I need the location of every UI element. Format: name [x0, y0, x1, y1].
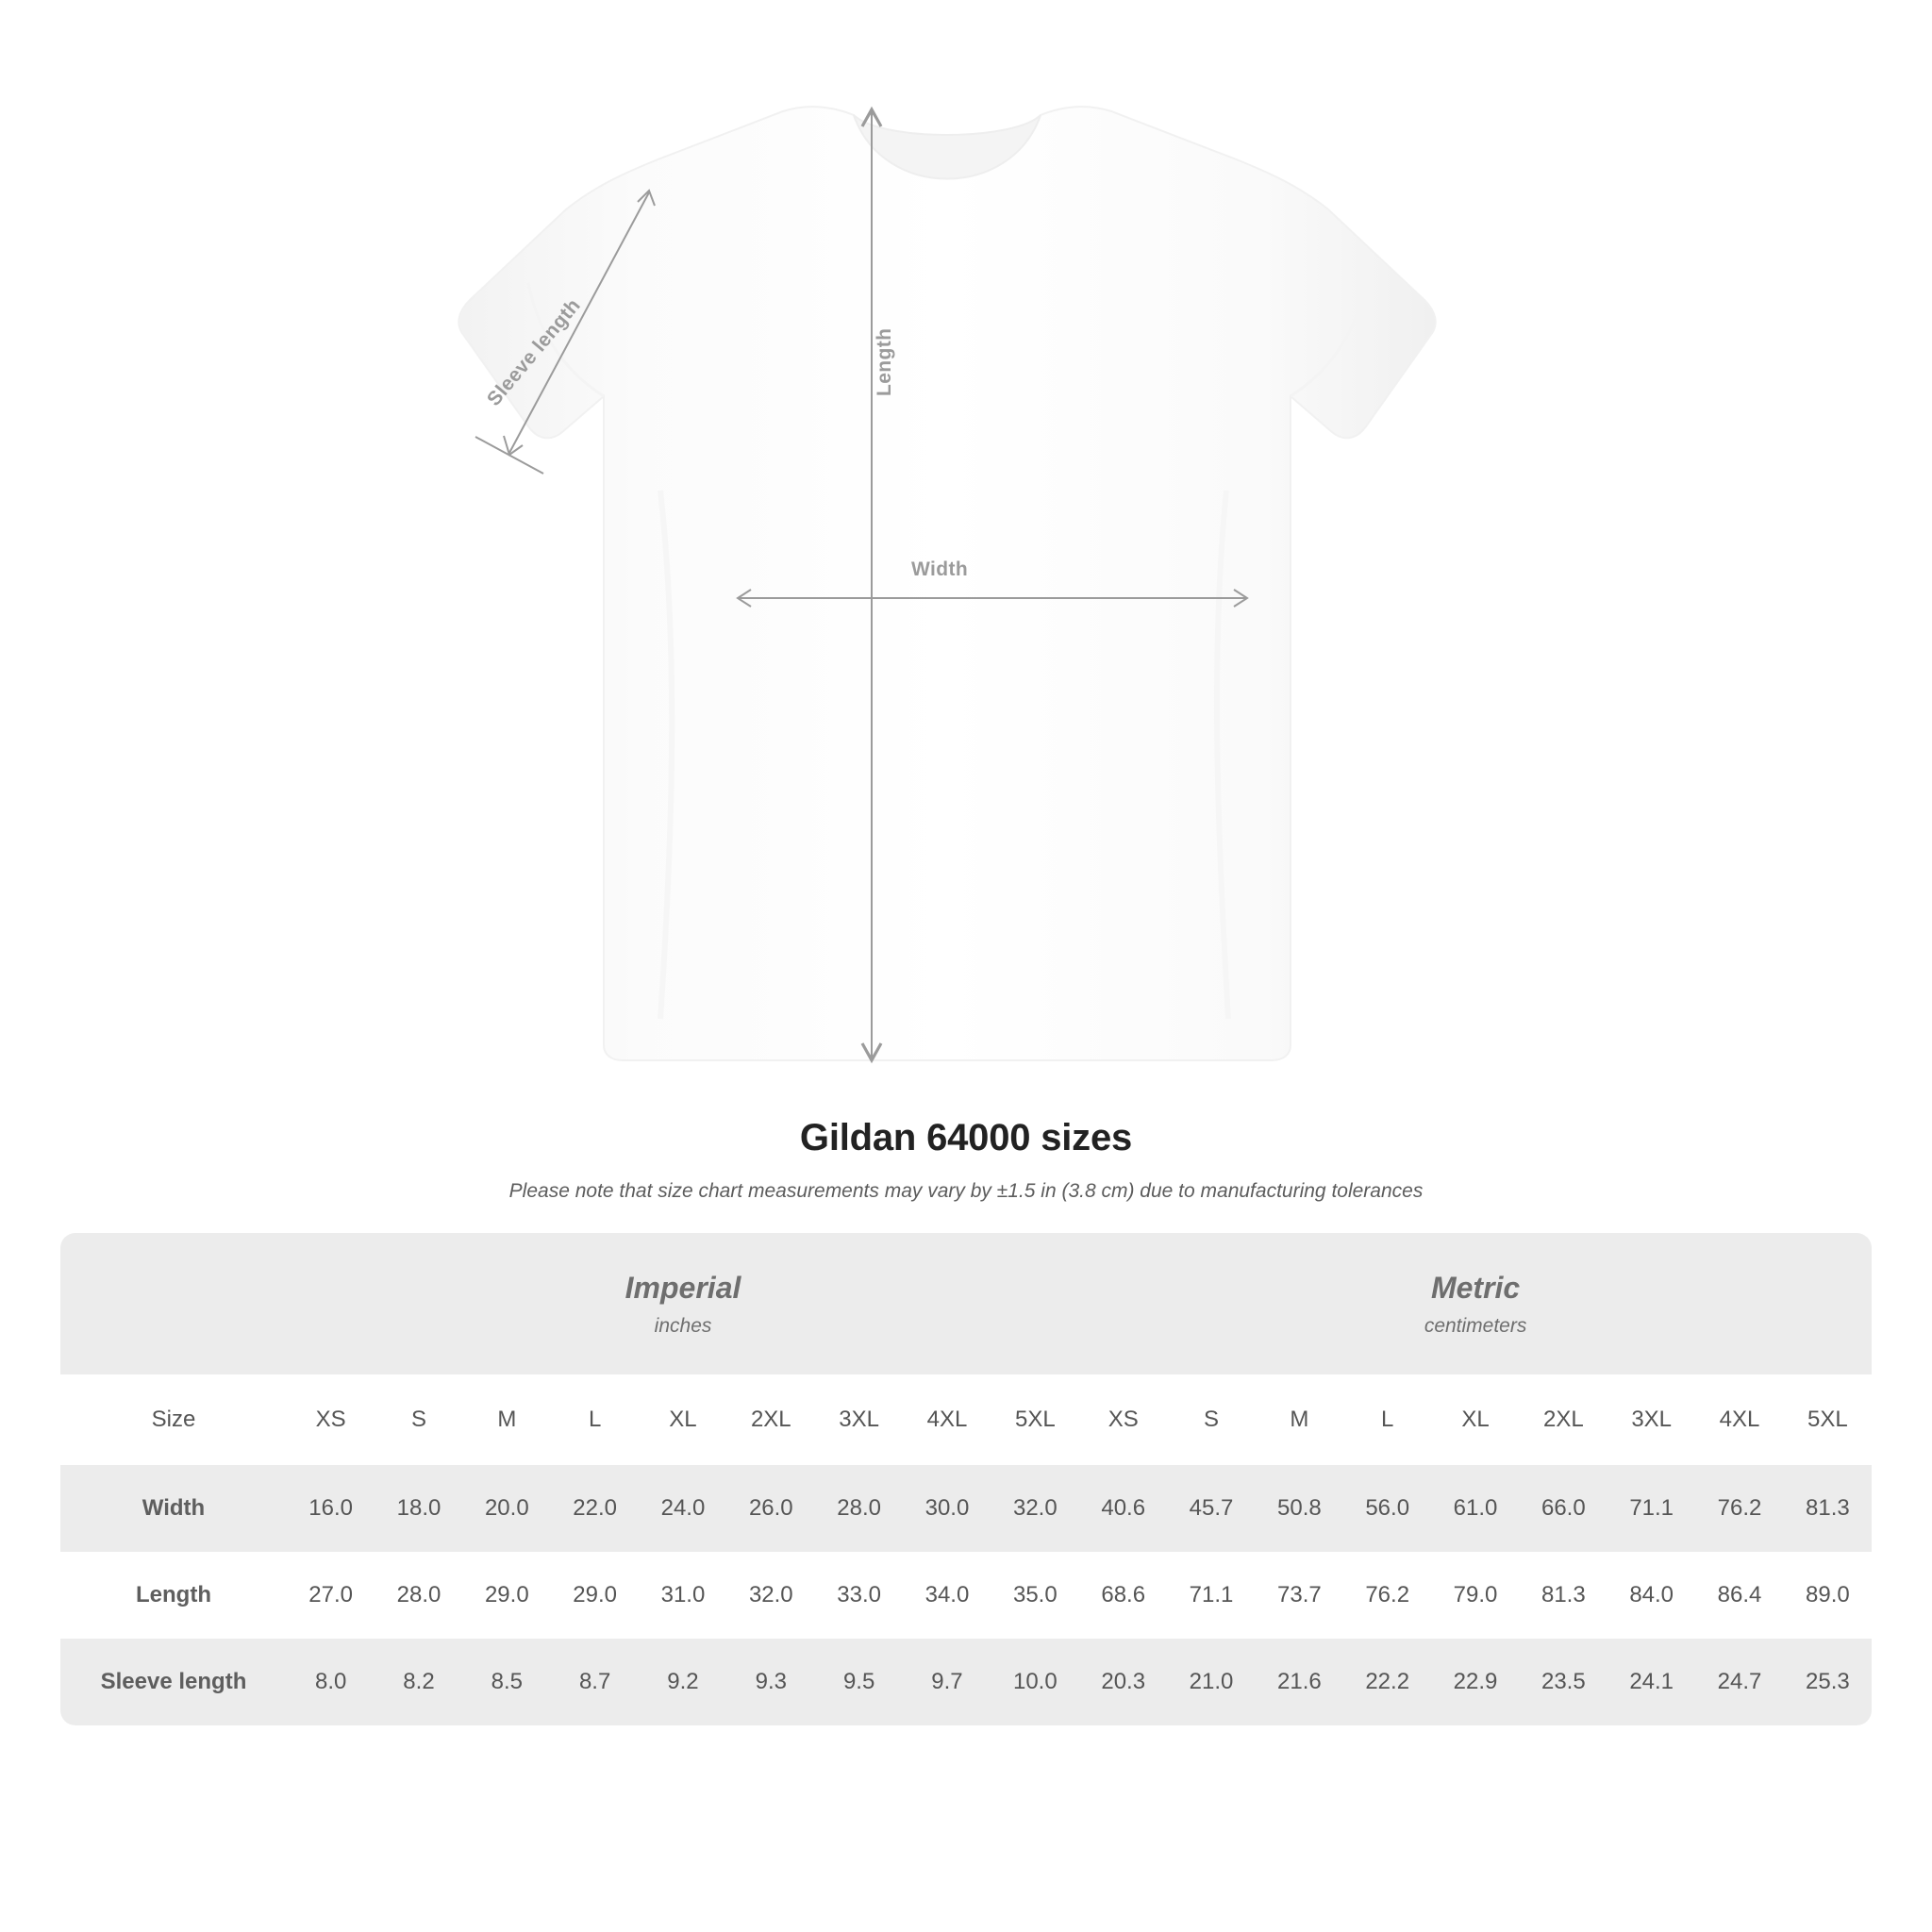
table-cell: 86.4 — [1695, 1552, 1783, 1639]
table-cell: 9.2 — [639, 1639, 726, 1725]
table-cell: 21.6 — [1256, 1639, 1343, 1725]
size-header-cell: XL — [1431, 1374, 1519, 1465]
table-cell: 84.0 — [1607, 1552, 1695, 1639]
size-header-label: Size — [60, 1374, 287, 1465]
length-label: Length — [874, 327, 895, 396]
row-label: Width — [60, 1465, 287, 1552]
table-cell: 22.9 — [1431, 1639, 1519, 1725]
table-row — [60, 1552, 1872, 1639]
table-cell: 71.1 — [1167, 1552, 1255, 1639]
table-cell: 71.1 — [1607, 1465, 1695, 1552]
table-cell: 31.0 — [639, 1552, 726, 1639]
unit-group-imperial — [287, 1233, 1079, 1374]
table-cell: 45.7 — [1167, 1465, 1255, 1552]
size-header-cell: XS — [287, 1374, 375, 1465]
table-cell: 81.3 — [1520, 1552, 1607, 1639]
table-cell: 20.3 — [1079, 1639, 1167, 1725]
table-row — [60, 1639, 1872, 1725]
size-header-cell: L — [1343, 1374, 1431, 1465]
table-cell: 25.3 — [1784, 1639, 1872, 1725]
table-cell: 28.0 — [815, 1465, 903, 1552]
unit-group-name: Imperial — [625, 1270, 741, 1305]
table-cell: 40.6 — [1079, 1465, 1167, 1552]
table-cell: 29.0 — [463, 1552, 551, 1639]
unit-group-row — [60, 1233, 1872, 1374]
title-block — [0, 1117, 1932, 1203]
unit-group-sub: centimeters — [1424, 1314, 1527, 1337]
table-cell: 34.0 — [903, 1552, 991, 1639]
unit-group-sub: inches — [654, 1314, 712, 1337]
unit-group-metric — [1079, 1233, 1872, 1374]
table-cell: 32.0 — [727, 1552, 815, 1639]
table-cell: 35.0 — [991, 1552, 1079, 1639]
table-cell: 24.0 — [639, 1465, 726, 1552]
table-cell: 8.0 — [287, 1639, 375, 1725]
size-header-cell: 2XL — [1520, 1374, 1607, 1465]
row-label: Length — [60, 1552, 287, 1639]
size-header-cell: 5XL — [1784, 1374, 1872, 1465]
size-header-cell: 2XL — [727, 1374, 815, 1465]
page-title: Gildan 64000 sizes — [799, 1117, 1133, 1158]
table-cell: 9.5 — [815, 1639, 903, 1725]
size-header-cell: 3XL — [1607, 1374, 1695, 1465]
table-cell: 8.5 — [463, 1639, 551, 1725]
unit-group-name: Metric — [1430, 1270, 1521, 1305]
table-cell: 26.0 — [727, 1465, 815, 1552]
table-row — [60, 1465, 1872, 1552]
width-label: Width — [911, 558, 969, 580]
table-cell: 73.7 — [1256, 1552, 1343, 1639]
size-header-cell: 4XL — [1695, 1374, 1783, 1465]
size-header-cell: 5XL — [991, 1374, 1079, 1465]
table-cell: 68.6 — [1079, 1552, 1167, 1639]
table-cell: 28.0 — [375, 1552, 462, 1639]
table-cell: 8.2 — [375, 1639, 462, 1725]
table-cell: 9.7 — [903, 1639, 991, 1725]
unit-row-corner — [60, 1233, 287, 1374]
size-header-cell: M — [1256, 1374, 1343, 1465]
size-header-cell: XL — [639, 1374, 726, 1465]
table-cell: 21.0 — [1167, 1639, 1255, 1725]
table-cell: 61.0 — [1431, 1465, 1519, 1552]
table-cell: 22.2 — [1343, 1639, 1431, 1725]
tolerance-note: Please note that size chart measurements may vary by ±1.5 in (3.8 cm) due to manufacturing tolerances — [508, 1180, 1424, 1202]
table-cell: 29.0 — [551, 1552, 639, 1639]
table-cell: 27.0 — [287, 1552, 375, 1639]
table-cell: 16.0 — [287, 1465, 375, 1552]
table-cell: 18.0 — [375, 1465, 462, 1552]
table-cell: 20.0 — [463, 1465, 551, 1552]
table-cell: 8.7 — [551, 1639, 639, 1725]
size-table-wrap — [60, 1233, 1872, 1725]
table-cell: 50.8 — [1256, 1465, 1343, 1552]
table-cell: 24.7 — [1695, 1639, 1783, 1725]
table-cell: 30.0 — [903, 1465, 991, 1552]
table-cell: 23.5 — [1520, 1639, 1607, 1725]
table-cell: 24.1 — [1607, 1639, 1695, 1725]
sleeve-length-label: Sleeve length — [483, 294, 585, 410]
table-cell: 66.0 — [1520, 1465, 1607, 1552]
tshirt-shape — [458, 107, 1435, 1060]
table-cell: 32.0 — [991, 1465, 1079, 1552]
table-cell: 76.2 — [1343, 1552, 1431, 1639]
table-cell: 9.3 — [727, 1639, 815, 1725]
table-cell: 79.0 — [1431, 1552, 1519, 1639]
size-header-cell: 4XL — [903, 1374, 991, 1465]
table-cell: 89.0 — [1784, 1552, 1872, 1639]
table-cell: 33.0 — [815, 1552, 903, 1639]
size-header-cell: S — [375, 1374, 462, 1465]
table-cell: 56.0 — [1343, 1465, 1431, 1552]
row-label: Sleeve length — [60, 1639, 287, 1725]
table-cell: 81.3 — [1784, 1465, 1872, 1552]
table-cell: 10.0 — [991, 1639, 1079, 1725]
size-header-cell: M — [463, 1374, 551, 1465]
size-table — [60, 1233, 1872, 1725]
table-cell: 22.0 — [551, 1465, 639, 1552]
table-cell: 76.2 — [1695, 1465, 1783, 1552]
size-header-cell: S — [1167, 1374, 1255, 1465]
size-header-cell: L — [551, 1374, 639, 1465]
size-header-row — [60, 1374, 1872, 1465]
size-header-cell: XS — [1079, 1374, 1167, 1465]
size-header-cell: 3XL — [815, 1374, 903, 1465]
